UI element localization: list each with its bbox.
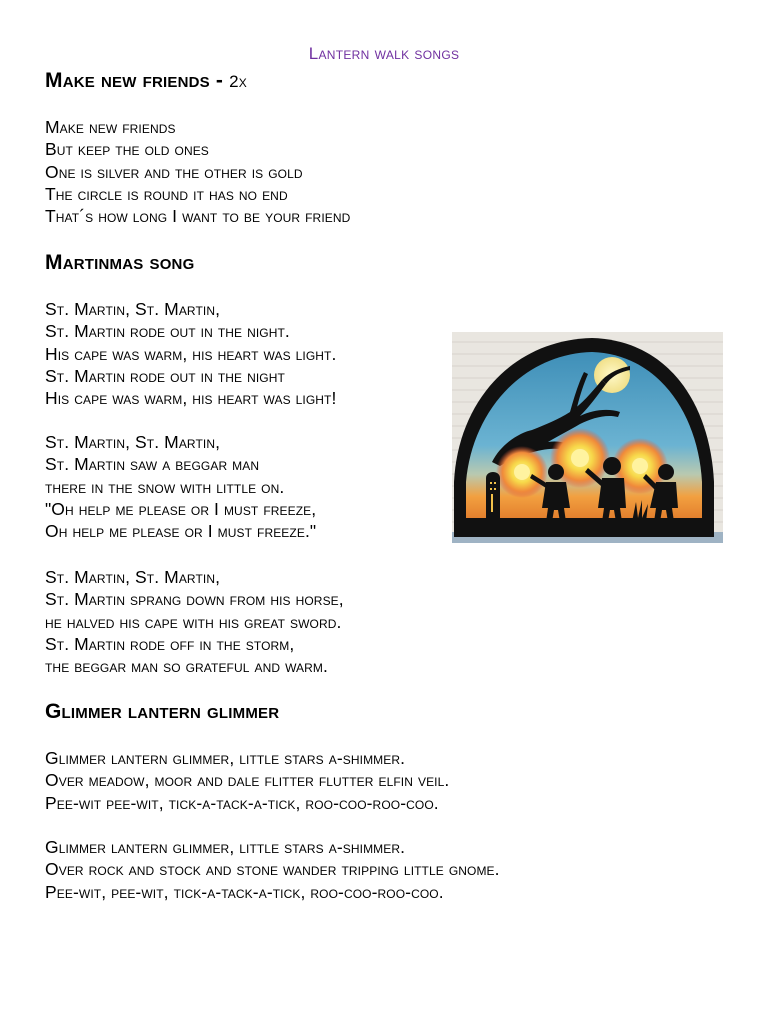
stanza [45,431,316,542]
stanza [45,298,336,409]
lyric-line: Over rock and stock and stone wander tripping little gnome. [45,859,500,880]
song-title-text: Make new friends - [45,69,230,92]
song-title-glimmer-lantern: Glimmer lantern glimmer [45,700,280,723]
lyric-line: St. Martin sprang down from his horse, [45,589,344,610]
lyric-line: Pee-wit, pee-wit, tick-a-tack-a-tick, roo-coo-roo-coo. [45,881,444,902]
stanza [45,116,350,227]
lyric-line: St. Martin rode out in the night [45,365,285,386]
lyric-line: St. Martin, St. Martin, [45,432,221,452]
lyric-line: One is silver and the other is gold [45,161,303,182]
lyric-line: St. Martin rode off in the storm, [45,633,295,654]
lyric-line: Make new friends [45,117,176,137]
song-title-martinmas: Martinmas song [45,251,195,274]
lyric-line: there in the snow with little on. [45,476,285,497]
repeat-count: 2x [229,72,247,91]
lyric-line: Glimmer lantern glimmer, little stars a-shimmer. [45,748,406,768]
lyric-line: St. Martin saw a beggar man [45,454,260,475]
stanza [45,836,500,903]
lyric-line: St. Martin rode out in the night. [45,321,290,342]
lyric-line: Over meadow, moor and dale flitter flutter elfin veil. [45,770,450,791]
lyric-line: St. Martin, St. Martin, [45,567,221,587]
lyric-line: The circle is round it has no end [45,183,288,204]
lyric-line: "Oh help me please or I must freeze, [45,498,317,519]
lyric-line: But keep the old ones [45,139,209,160]
lyric-line: His cape was warm, his heart was light. [45,343,337,364]
lantern-walk-silhouette-window-transparency-icon [452,332,723,543]
lyric-line: St. Martin, St. Martin, [45,299,221,319]
lyric-line: Pee-wit pee-wit, tick-a-tack-a-tick, roo-coo-roo-coo. [45,792,439,813]
lyric-line: he halved his cape with his great sword. [45,611,342,632]
song-title-make-new-friends [45,69,247,93]
stanza [45,747,449,814]
lyric-line: the beggar man so grateful and warm. [45,656,328,677]
lyric-line: That´s how long I want to be your friend [45,206,351,227]
document-title: Lantern walk songs [308,44,460,63]
lyric-line: Glimmer lantern glimmer, little stars a-shimmer. [45,837,406,857]
lyric-line: His cape was warm, his heart was light! [45,388,337,409]
stanza [45,566,344,677]
lyric-line: Oh help me please or I must freeze." [45,521,317,542]
